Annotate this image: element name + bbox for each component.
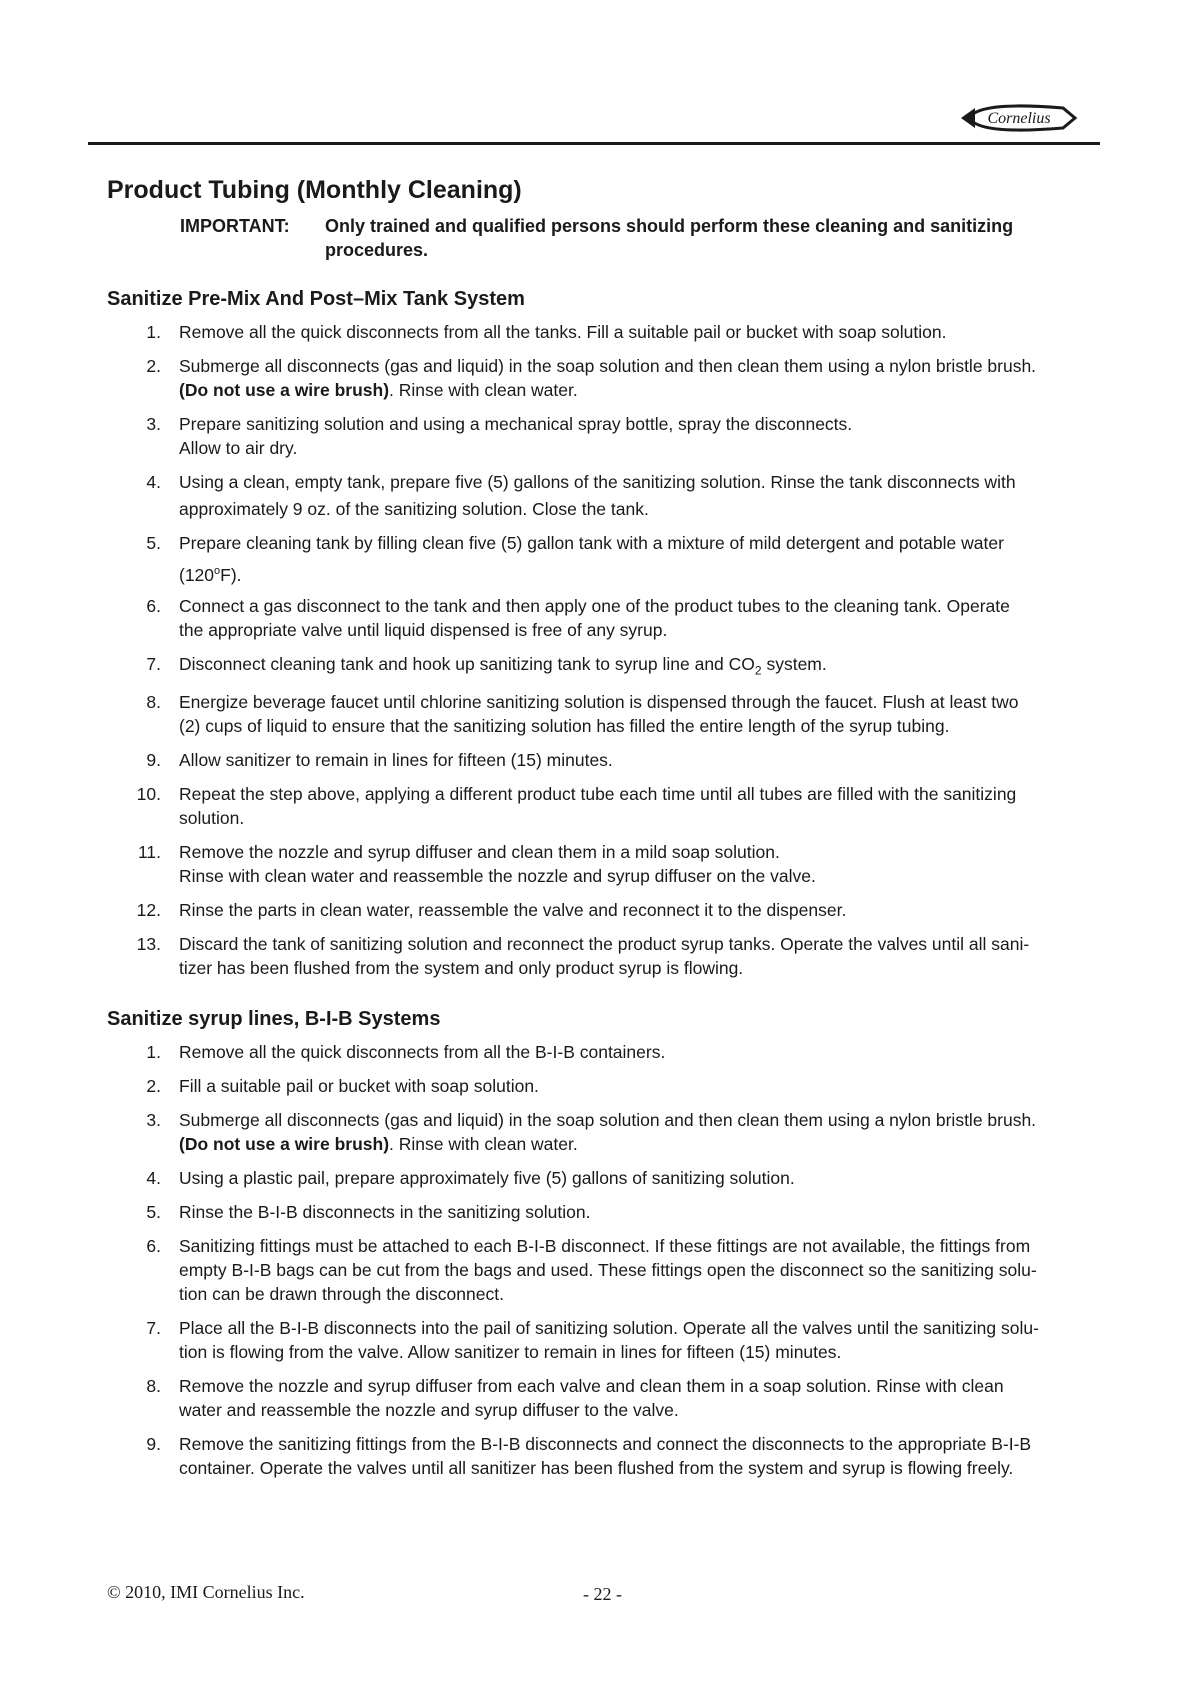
step-text: system. xyxy=(761,654,827,674)
logo-text: Cornelius xyxy=(987,110,1051,127)
step-text: container. Operate the valves until all sanitizer has been flushed from the system and syrup is flowing freely. xyxy=(179,1458,1014,1478)
step-text: Repeat the step above, applying a different product tube each time until all tubes are filled with the sanitizing xyxy=(179,784,1017,804)
step-number: 8. xyxy=(146,1376,161,1396)
step-text: Discard the tank of sanitizing solution and reconnect the product syrup tanks. Operate the valves until all sani- xyxy=(179,934,1030,954)
step-number: 3. xyxy=(146,414,161,434)
step-text: the appropriate valve until liquid dispensed is free of any syrup. xyxy=(179,620,668,640)
step-text: water and reassemble the nozzle and syrup diffuser to the valve. xyxy=(179,1400,679,1420)
step-text: . Rinse with clean water. xyxy=(389,1134,578,1154)
step-text: Disconnect cleaning tank and hook up sanitizing tank to syrup line and CO xyxy=(179,654,755,674)
step-warning: (Do not use a wire brush) xyxy=(179,1134,390,1154)
step-number: 7. xyxy=(146,1318,161,1338)
step-text: Rinse the parts in clean water, reassemble the valve and reconnect it to the dispenser. xyxy=(179,900,847,920)
step-number: 2. xyxy=(146,356,161,376)
step-text: Prepare cleaning tank by filling clean five (5) gallon tank with a mixture of mild detergent and potable water xyxy=(179,533,1004,553)
step-number: 2. xyxy=(146,1076,161,1096)
page-title: Product Tubing (Monthly Cleaning) xyxy=(107,176,522,204)
degree-sign: o xyxy=(214,565,221,577)
header-rule xyxy=(88,142,1100,145)
step-number: 10. xyxy=(136,784,161,804)
step-text: Allow to air dry. xyxy=(179,438,298,458)
step-number: 1. xyxy=(146,1042,161,1062)
step-number: 12. xyxy=(136,900,161,920)
step-number: 9. xyxy=(146,1434,161,1454)
step-warning: (Do not use a wire brush) xyxy=(179,380,390,400)
step-text: (2) cups of liquid to ensure that the sanitizing solution has filled the entire length of the syrup tubing. xyxy=(179,716,950,736)
page-number: - 22 - xyxy=(583,1584,622,1604)
step-text: Energize beverage faucet until chlorine sanitizing solution is dispensed through the faucet. Flush at least two xyxy=(179,692,1019,712)
step-text: Using a clean, empty tank, prepare five (5) gallons of the sanitizing solution. Rinse the tank disconnects with xyxy=(179,472,1016,492)
cornelius-logo xyxy=(955,101,1085,135)
step-text: Remove the nozzle and syrup diffuser from each valve and clean them in a soap solution. Rinse with clean xyxy=(179,1376,1004,1396)
step-number: 4. xyxy=(146,472,161,492)
step-text: Remove all the quick disconnects from all the tanks. Fill a suitable pail or bucket with soap solution. xyxy=(179,322,947,342)
step-text: Allow sanitizer to remain in lines for fifteen (15) minutes. xyxy=(179,750,613,770)
step-number: 3. xyxy=(146,1110,161,1130)
step-text: approximately 9 oz. of the sanitizing solution. Close the tank. xyxy=(179,499,649,519)
step-number: 5. xyxy=(146,533,161,553)
step-text: Using a plastic pail, prepare approximately five (5) gallons of sanitizing solution. xyxy=(179,1168,795,1188)
step-number: 6. xyxy=(146,596,161,616)
step-number: 6. xyxy=(146,1236,161,1256)
step-text: empty B-I-B bags can be cut from the bags and used. These fittings open the disconnect so the sanitizing solu- xyxy=(179,1260,1037,1280)
step-text: Submerge all disconnects (gas and liquid) in the soap solution and then clean them using a nylon bristle brush. xyxy=(179,1110,1037,1130)
important-label: IMPORTANT: xyxy=(180,216,290,236)
step-text: solution. xyxy=(179,808,245,828)
step-text: (120 xyxy=(179,564,215,585)
section-heading-tank-system: Sanitize Pre-Mix And Post–Mix Tank System xyxy=(107,288,525,310)
step-text: Prepare sanitizing solution and using a mechanical spray bottle, spray the disconnects. xyxy=(179,414,853,434)
step-text: Remove the nozzle and syrup diffuser and clean them in a mild soap solution. xyxy=(179,842,780,862)
step-text: Fill a suitable pail or bucket with soap solution. xyxy=(179,1076,539,1096)
important-line: procedures. xyxy=(325,240,429,260)
step-text: Rinse with clean water and reassemble the nozzle and syrup diffuser on the valve. xyxy=(179,866,816,886)
step-number: 1. xyxy=(146,322,161,342)
step-text: Submerge all disconnects (gas and liquid) in the soap solution and then clean them using a nylon bristle brush. xyxy=(179,356,1037,376)
step-number: 5. xyxy=(146,1202,161,1222)
step-number: 4. xyxy=(146,1168,161,1188)
step-text: Remove all the quick disconnects from all the B-I-B containers. xyxy=(179,1042,666,1062)
step-number: 7. xyxy=(146,654,161,674)
step-number: 13. xyxy=(136,934,161,954)
step-text: Rinse the B-I-B disconnects in the sanitizing solution. xyxy=(179,1202,591,1222)
copyright: © 2010, IMI Cornelius Inc. xyxy=(107,1582,305,1602)
step-text: Remove the sanitizing fittings from the B-I-B disconnects and connect the disconnects to the appropriate B-I-B xyxy=(179,1434,1032,1454)
step-text: F). xyxy=(220,564,242,585)
step-text: . Rinse with clean water. xyxy=(389,380,578,400)
step-text: tizer has been flushed from the system and only product syrup is flowing. xyxy=(179,958,744,978)
step-number: 8. xyxy=(146,692,161,712)
important-line: Only trained and qualified persons should perform these cleaning and sanitizing xyxy=(325,216,1014,236)
step-text: Sanitizing fittings must be attached to each B-I-B disconnect. If these fittings are not available, the fittings from xyxy=(179,1236,1031,1256)
step-text: tion can be drawn through the disconnect. xyxy=(179,1284,504,1304)
step-number: 9. xyxy=(146,750,161,770)
step-text: tion is flowing from the valve. Allow sanitizer to remain in lines for fifteen (15) minutes. xyxy=(179,1342,842,1362)
step-text: Connect a gas disconnect to the tank and then apply one of the product tubes to the cleaning tank. Operate xyxy=(179,596,1010,616)
important-text xyxy=(325,214,1100,262)
step-text: Place all the B-I-B disconnects into the pail of sanitizing solution. Operate all the valves until the sanitizing solu- xyxy=(179,1318,1039,1338)
step-number: 11. xyxy=(137,842,161,862)
section-heading-bib-systems: Sanitize syrup lines, B-I-B Systems xyxy=(107,1008,441,1030)
subscript: 2 xyxy=(754,663,762,678)
